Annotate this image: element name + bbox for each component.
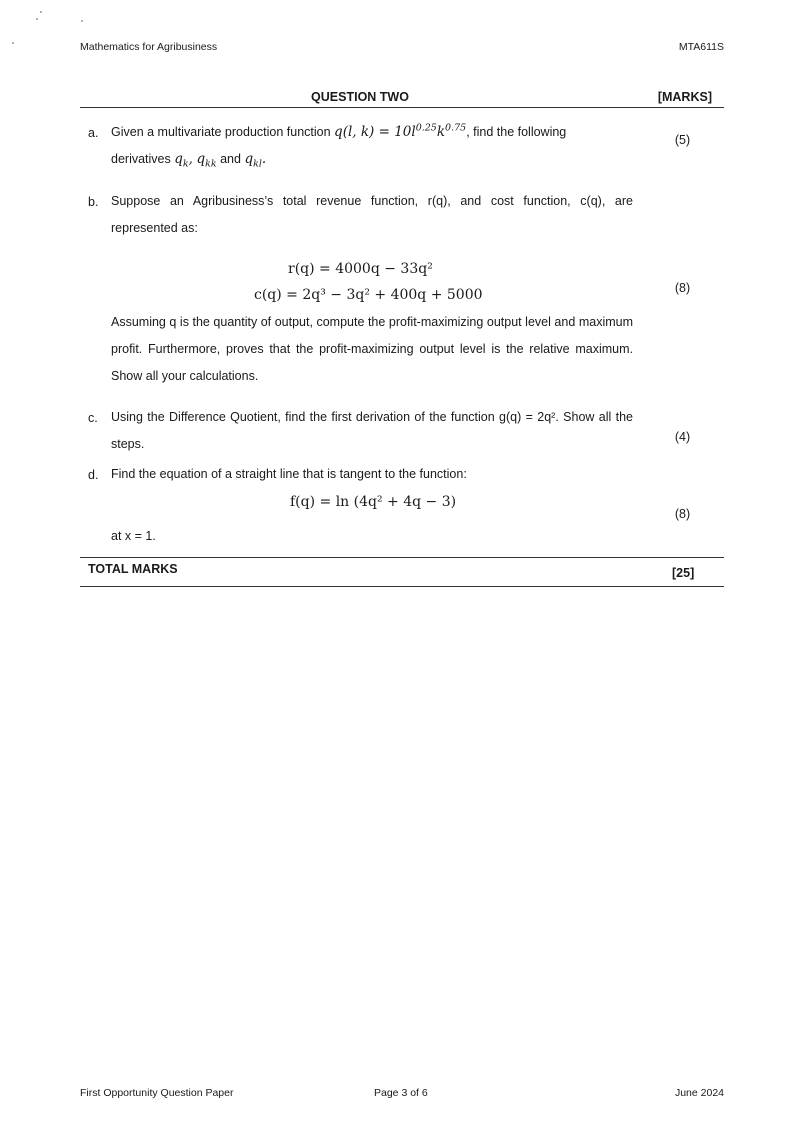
footer-date: June 2024 xyxy=(674,1087,724,1099)
item-d-marks: (8) xyxy=(674,507,691,521)
derivative-qkk: $q_{kk}$ xyxy=(196,151,217,170)
derivative-qkl: $q_{kl}$. xyxy=(244,151,267,170)
item-letter: b. xyxy=(88,195,99,209)
question-title: QUESTION TWO xyxy=(311,90,409,104)
item-c-marks: (4) xyxy=(674,430,691,444)
divider xyxy=(80,557,724,558)
cost-equation: c(q) = 2q³ − 3q² + 400q + 5000 xyxy=(254,287,483,303)
item-d-point: at x = 1. xyxy=(111,529,156,543)
total-marks: [25] xyxy=(672,566,695,580)
item-letter: c. xyxy=(88,411,98,425)
revenue-equation: r(q) = 4000q − 33q² xyxy=(288,261,433,277)
course-code: MTA611S xyxy=(678,41,724,53)
question-heading xyxy=(80,90,724,108)
tangent-function: f(q) = ln (4q² + 4q − 3) xyxy=(290,494,457,510)
divider xyxy=(80,586,724,587)
divider xyxy=(80,107,724,108)
scan-speck xyxy=(36,18,38,20)
scan-speck xyxy=(40,11,42,13)
item-d-text: Find the equation of a straight line that is tangent to the function: xyxy=(111,467,467,481)
item-a-text: Given a multivariate production function q(l, $k) = 10l^{0.25}k^{0.75}$, find the following derivatives $q_k$, $q_{kk}$ and $q_{kl}$. xyxy=(111,122,567,170)
item-letter: d. xyxy=(88,468,99,482)
course-title: Mathematics for Agribusiness xyxy=(80,41,218,53)
item-letter: a. xyxy=(88,126,99,140)
scan-speck xyxy=(81,20,83,22)
item-a-marks: (5) xyxy=(674,133,691,147)
page-number: Page 3 of 6 xyxy=(374,1087,428,1099)
item-b-marks: (8) xyxy=(674,281,691,295)
derivative-qk: $q_k$, xyxy=(174,151,193,170)
scan-speck xyxy=(12,42,14,44)
production-function: q(l, $k) = 10l^{0.25}k^{0.75}$ xyxy=(334,122,467,140)
item-c-text: Using the Difference Quotient, find the first derivation of the function g(q) = 2q². Show all the steps. xyxy=(111,410,633,451)
marks-header: [MARKS] xyxy=(657,90,712,104)
total-label: TOTAL MARKS xyxy=(88,562,178,576)
item-b-task: Assuming q is the quantity of output, compute the profit-maximizing output level and maximum profit. Furthermore, proves that the profit-maximizing output level is the relative maximum. Show all your calculations. xyxy=(111,315,633,383)
footer-paper: First Opportunity Question Paper xyxy=(80,1087,234,1099)
item-b-intro: Suppose an Agribusiness’s total revenue function, r(q), and cost function, c(q), are represented as: xyxy=(111,194,633,235)
